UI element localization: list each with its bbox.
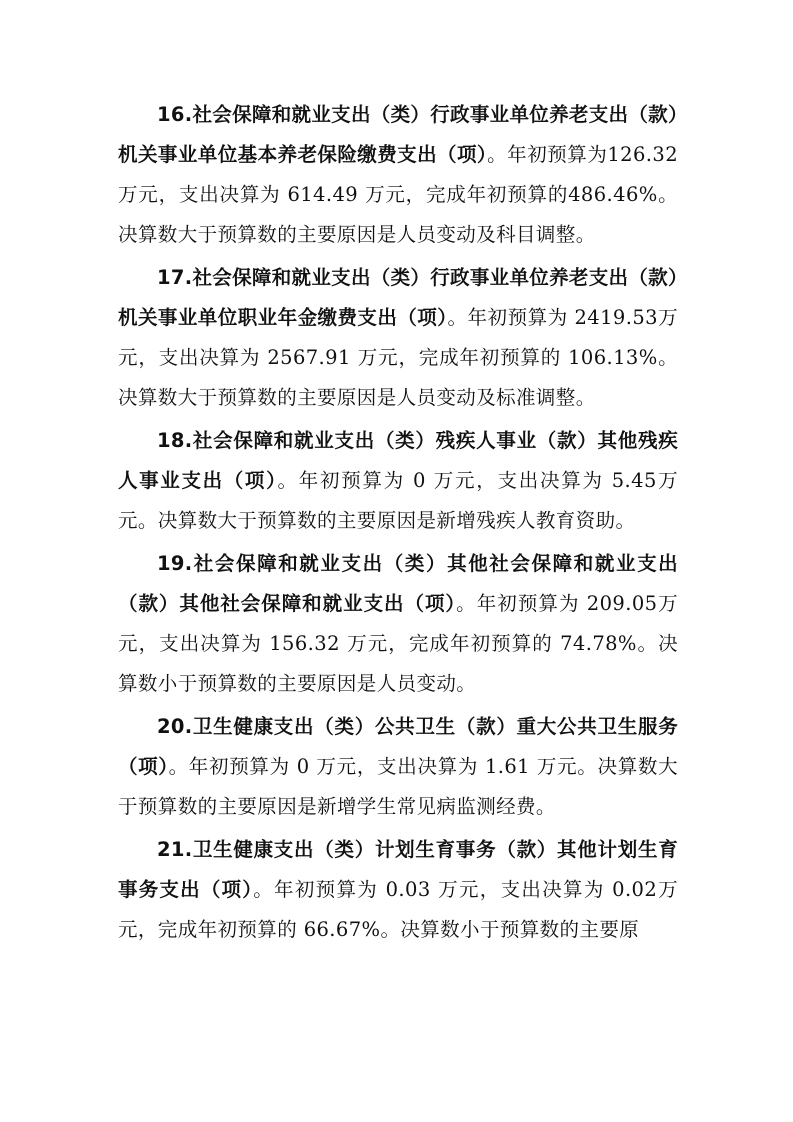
paragraph-17 <box>118 258 678 418</box>
paragraph-16 <box>118 95 678 255</box>
paragraph-19 <box>118 544 678 704</box>
paragraph-body: 。年初预算为 2419.53万元，支出决算为 2567.91 万元，完成年初预算的 106.13%。决算数大于预算数的主要原因是人员变动及标准调整。 <box>118 306 678 409</box>
paragraph-20 <box>118 707 678 827</box>
paragraph-body: 。年初预算为 0 万元，支出决算为 5.45万元。决算数大于预算数的主要原因是新增残疾人教育资助。 <box>118 469 679 532</box>
paragraph-body: 。年初预算为 0.03 万元，支出决算为 0.02万元，完成年初预算的 66.67%。决算数小于预算数的主要原 <box>118 878 678 941</box>
paragraph-body: 。年初预算为126.32 万元，支出决算为 614.49 万元，完成年初预算的486.46%。决算数大于预算数的主要原因是人员变动及科目调整。 <box>118 143 678 246</box>
paragraph-heading: 20.卫生健康支出（类）公共卫生（款）重大公共卫生服务（项） <box>118 715 678 778</box>
paragraph-18 <box>118 421 678 541</box>
paragraph-heading: 21.卫生健康支出（类）计划生育事务（款）其他计划生育事务支出（项） <box>118 838 678 901</box>
paragraph-heading: 19.社会保障和就业支出（类）其他社会保障和就业支出（款）其他社会保障和就业支出（项） <box>118 552 678 615</box>
paragraph-body: 。年初预算为 209.05万元，支出决算为 156.32 万元，完成年初预算的 74.78%。决算数小于预算数的主要原因是人员变动。 <box>118 592 679 695</box>
paragraph-heading: 16.社会保障和就业支出（类）行政事业单位养老支出（款）机关事业单位基本养老保险缴费支出（项） <box>118 103 678 166</box>
paragraph-body: 。年初预算为 0 万元，支出决算为 1.61 万元。决算数大于预算数的主要原因是新增学生常见病监测经费。 <box>118 755 679 818</box>
paragraph-21 <box>118 830 678 950</box>
document-page <box>118 95 678 953</box>
paragraph-heading: 17.社会保障和就业支出（类）行政事业单位养老支出（款）机关事业单位职业年金缴费支出（项） <box>118 266 678 329</box>
paragraph-heading: 18.社会保障和就业支出（类）残疾人事业（款）其他残疾人事业支出（项） <box>118 429 678 492</box>
